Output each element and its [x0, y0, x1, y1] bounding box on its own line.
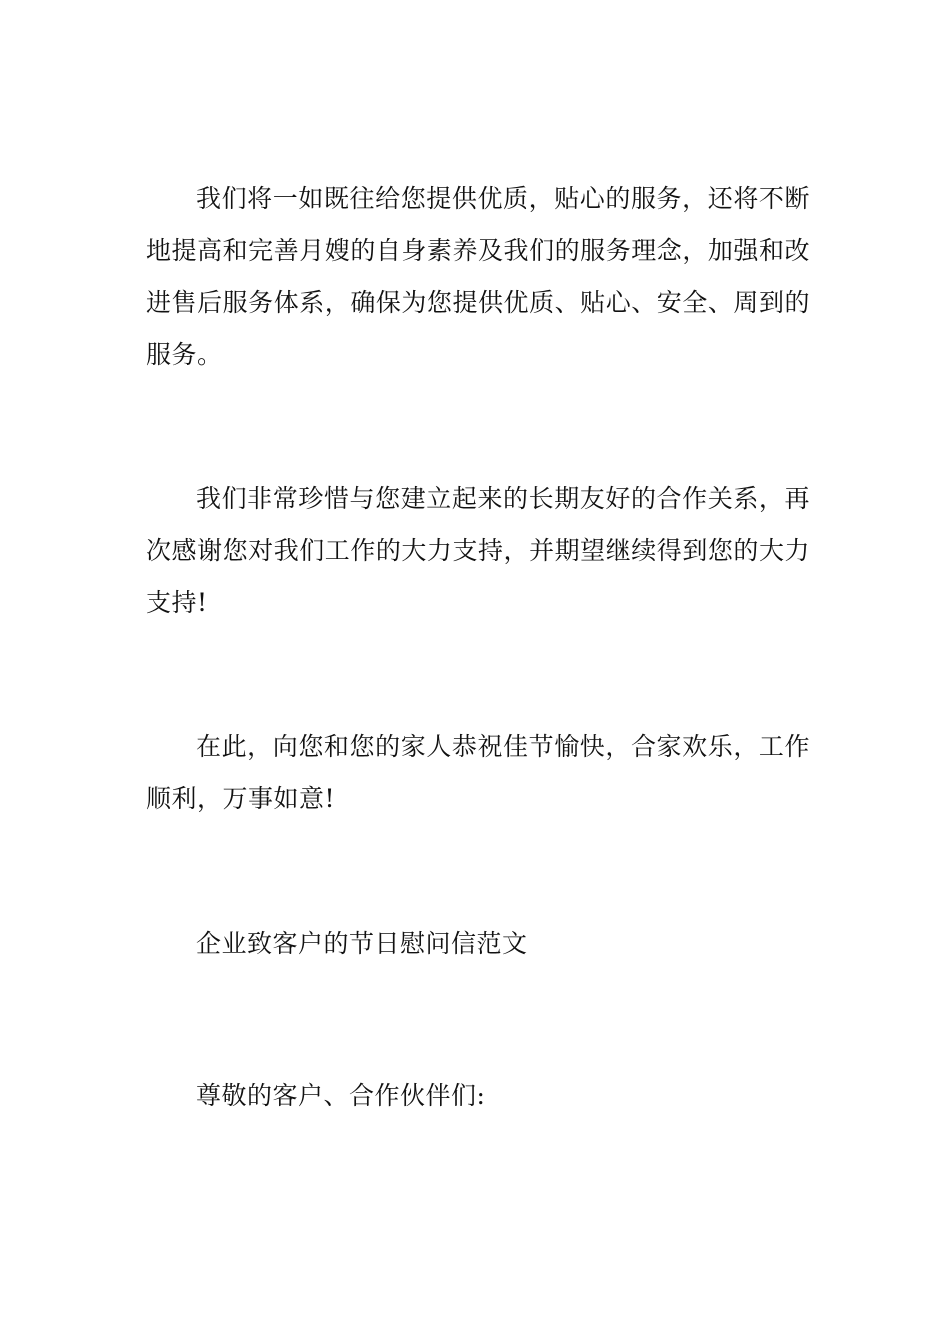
- paragraph-service-commitment: 我们将一如既往给您提供优质，贴心的服务，还将不断地提高和完善月嫂的自身素养及我们的服务理念，加强和改进售后服务体系，确保为您提供优质、贴心、安全、周到的服务。: [146, 184, 810, 369]
- salutation: 尊敬的客户、合作伙伴们:: [196, 1081, 486, 1110]
- section-title: 企业致客户的节日慰问信范文: [196, 929, 528, 958]
- paragraph-thanks: 我们非常珍惜与您建立起来的长期友好的合作关系，再次感谢您对我们工作的大力支持，并期望继续得到您的大力支持!: [146, 484, 810, 617]
- paragraph-holiday-wishes: 在此，向您和您的家人恭祝佳节愉快，合家欢乐，工作顺利，万事如意!: [146, 732, 810, 813]
